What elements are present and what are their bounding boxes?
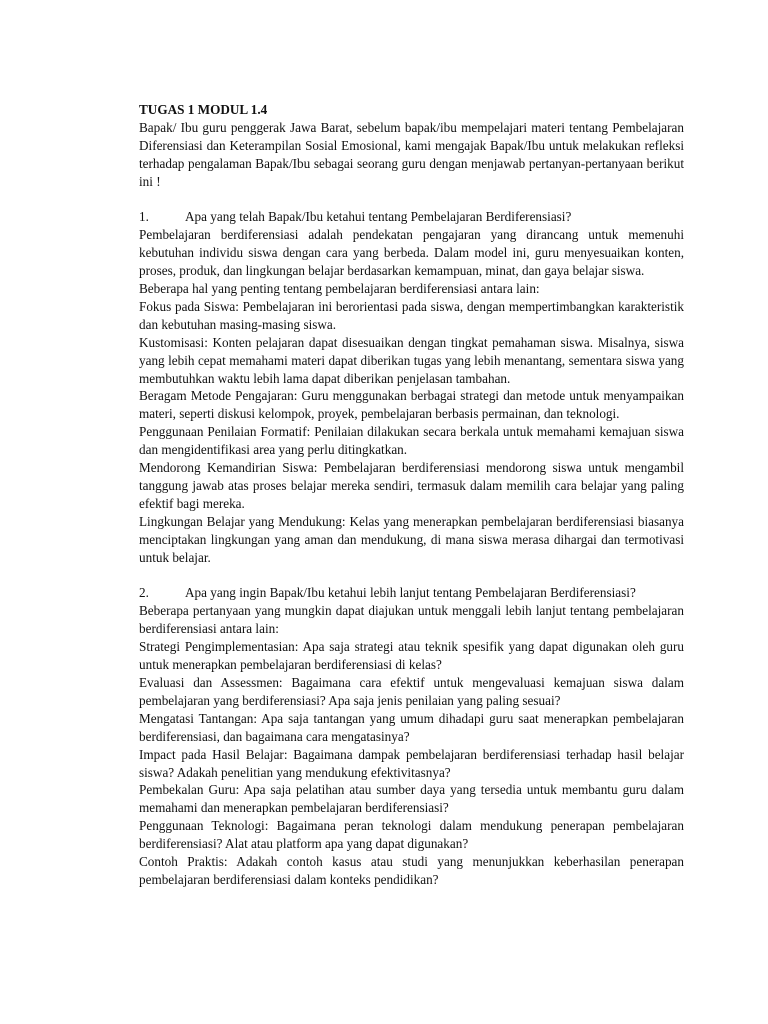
answer-2-paragraph: Beberapa pertanyaan yang mungkin dapat diajukan untuk menggali lebih lanjut tentang pembelajaran berdiferensiasi antara lain: [139, 603, 684, 637]
answer-2-paragraph: Mengatasi Tantangan: Apa saja tantangan yang umum dihadapi guru saat menerapkan pembelajaran berdiferensiasi, dan bagaimana cara mengatasinya? [139, 710, 684, 744]
spacer [139, 191, 684, 209]
answer-1-paragraph: Mendorong Kemandirian Siswa: Pembelajaran berdiferensiasi mendorong siswa untuk mengambil tanggung jawab atas proses belajar mereka sendiri, termasuk dalam memilih cara belajar yang paling efektif bagi mereka. [139, 460, 684, 511]
answer-2-paragraph: Contoh Praktis: Adakah contoh kasus atau studi yang menunjukkan keberhasilan penerapan pembelajaran berdiferensiasi dalam konteks pendidikan? [139, 854, 684, 887]
answer-2-paragraph: Pembekalan Guru: Apa saja pelatihan atau sumber daya yang tersedia untuk membantu guru dalam memahami dan menerapkan pembelajaran berdiferensiasi? [139, 782, 684, 816]
answer-1-paragraph: Pembelajaran berdiferensiasi adalah pendekatan pengajaran yang dirancang untuk memenuhi kebutuhan individu siswa dengan cara yang berbeda. Dalam model ini, guru menyesuaikan konten, proses, produk, dan lingkungan belajar berdasarkan kemampuan, minat, dan gaya belajar siswa. [139, 227, 684, 279]
question-1-number: 1. [139, 209, 149, 225]
question-2-number: 2. [139, 585, 149, 601]
document-title: TUGAS 1 MODUL 1.4 [139, 102, 268, 117]
answer-1-paragraph: Penggunaan Penilaian Formatif: Penilaian dilakukan secara berkala untuk memahami kemajuan siswa dan mengidentifikasi area yang perlu ditingkatkan. [139, 424, 684, 458]
answer-2-paragraph: Penggunaan Teknologi: Bagaimana peran teknologi dalam mendukung penerapan pembelajaran berdiferensiasi? Alat atau platform apa yang dapat digunakan? [139, 818, 684, 852]
question-1-text: Apa yang telah Bapak/Ibu ketahui tentang Pembelajaran Berdiferensiasi? [185, 209, 572, 225]
answer-1-paragraph: Beragam Metode Pengajaran: Guru menggunakan berbagai strategi dan metode untuk menyampaikan materi, seperti diskusi kelompok, proyek, pembelajaran berbasis permainan, dan teknologi. [139, 388, 684, 422]
question-1 [139, 208, 684, 226]
answer-1-paragraph: Lingkungan Belajar yang Mendukung: Kelas yang menerapkan pembelajaran berdiferensiasi biasanya menciptakan lingkungan yang aman dan mendukung, di mana siswa merasa dihargai dan termotivasi untuk belajar. [139, 513, 684, 565]
question-2 [139, 584, 684, 602]
spacer [139, 567, 684, 585]
answer-1-paragraph: Kustomisasi: Konten pelajaran dapat disesuaikan dengan tingkat pemahaman siswa. Misalnya, siswa yang lebih cepat memahami materi dapat diberikan tugas yang lebih menantang, sementara siswa yang membutuhkan waktu lebih lama dapat diberikan penjelasan tambahan. [139, 334, 684, 386]
answer-1-paragraph: Fokus pada Siswa: Pembelajaran ini berorientasi pada siswa, dengan mempertimbangkan karakteristik dan kebutuhan masing-masing siswa. [139, 298, 684, 332]
answer-2-paragraph: Evaluasi dan Assessmen: Bagaimana cara efektif untuk mengevaluasi kemajuan siswa dalam pembelajaran yang berdiferensiasi? Apa saja jenis penilaian yang paling sesuai? [139, 674, 684, 708]
answer-2-paragraph: Strategi Pengimplementasian: Apa saja strategi atau teknik spesifik yang dapat digunakan oleh guru untuk menerapkan pembelajaran berdiferensiasi di kelas? [139, 639, 684, 673]
question-2-text: Apa yang ingin Bapak/Ibu ketahui lebih lanjut tentang Pembelajaran Berdiferensiasi? [185, 585, 636, 601]
answer-1-paragraph: Beberapa hal yang penting tentang pembelajaran berdiferensiasi antara lain: [139, 281, 540, 297]
document-page [139, 101, 684, 889]
intro-paragraph: Bapak/ Ibu guru penggerak Jawa Barat, sebelum bapak/ibu mempelajari materi tentang Pembelajaran Diferensiasi dan Keterampilan Sosial Emosional, kami mengajak Bapak/Ibu untuk melakukan refleksi terhadap pengalaman Bapak/Ibu sebagai seorang guru dengan menjawab pertanyan-pertanyaan berikut ini ! [139, 119, 684, 189]
answer-2-paragraph: Impact pada Hasil Belajar: Bagaimana dampak pembelajaran berdiferensiasi terhadap hasil belajar siswa? Adakah penelitian yang mendukung efektivitasnya? [139, 746, 684, 780]
